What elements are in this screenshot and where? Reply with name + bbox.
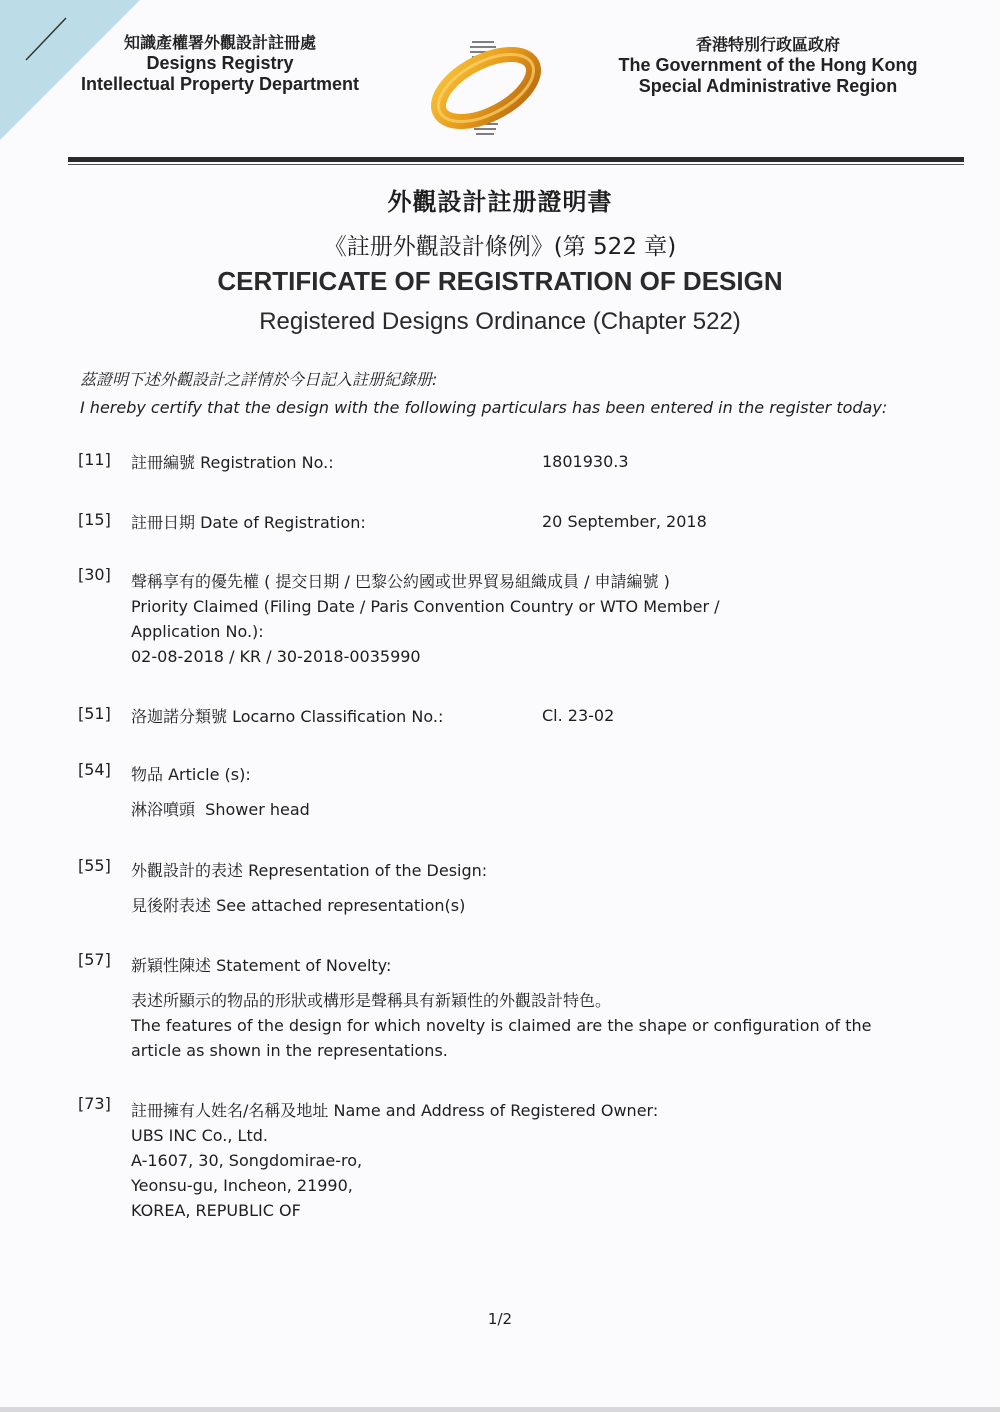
owner-line: A-1607, 30, Songdomirae-ro, (131, 1151, 363, 1170)
representation-label: 外觀設計的表述 Representation of the Design: (131, 861, 488, 880)
priority-value: 02-08-2018 / KR / 30-2018-0035990 (131, 647, 421, 666)
certify-en: I hereby certify that the design with the following particulars has been entered in the register today: (80, 398, 888, 417)
owner-line: UBS INC Co., Ltd. (131, 1126, 268, 1145)
title-en: CERTIFICATE OF REGISTRATION OF DESIGN (217, 266, 783, 296)
header-right-en-2: Special Administrative Region (638, 76, 898, 96)
registration-date-value: 20 September, 2018 (542, 512, 707, 531)
header-left (70, 32, 370, 95)
header-right (598, 34, 938, 97)
field-code-54: [54] (78, 760, 111, 779)
owner-block (131, 1098, 931, 1223)
title-cn: 外觀設計註册證明書 (387, 188, 613, 216)
certify-cn: 茲證明下述外觀設計之詳情於今日記入註册紀錄册: (80, 370, 438, 389)
certify-statement (80, 366, 940, 422)
registration-date-label: 註冊日期 Date of Registration: (131, 513, 366, 532)
page-number: 1/2 (487, 1310, 513, 1328)
article-label: 物品 Article (s): (131, 765, 251, 784)
novelty-value-en-2: article as shown in the representations. (131, 1041, 448, 1060)
locarno-value: Cl. 23-02 (542, 706, 615, 725)
field-code-55: [55] (78, 856, 111, 875)
locarno-label: 洛迦諾分類號 Locarno Classification No.: (131, 707, 444, 726)
header-divider (68, 157, 964, 162)
registration-no-value: 1801930.3 (542, 452, 629, 471)
field-code-73: [73] (78, 1094, 111, 1113)
field-code-51: [51] (78, 704, 111, 723)
owner-line: KOREA, REPUBLIC OF (131, 1201, 301, 1220)
novelty-value-en-1: The features of the design for which novelty is claimed are the shape or configuration of the (131, 1016, 872, 1035)
hksar-ring-logo-icon (424, 36, 548, 140)
header-left-en-1: Designs Registry (146, 53, 294, 73)
registration-no-label: 註冊編號 Registration No.: (131, 453, 334, 472)
header-right-en-1: The Government of the Hong Kong (618, 55, 918, 75)
field-code-57: [57] (78, 950, 111, 969)
field-code-11: [11] (78, 450, 111, 469)
article-value: 淋浴噴頭 Shower head (131, 800, 310, 819)
header-right-cn: 香港特別行政區政府 (695, 35, 840, 54)
field-code-15: [15] (78, 510, 111, 529)
novelty-label: 新穎性陳述 Statement of Novelty: (131, 956, 392, 975)
owner-label: 註冊擁有人姓名/名稱及地址 Name and Address of Registered Owner: (131, 1101, 659, 1120)
owner-line: Yeonsu-gu, Incheon, 21990, (131, 1176, 353, 1195)
novelty-value-cn: 表述所顯示的物品的形狀或構形是聲稱具有新穎性的外觀設計特色。 (131, 991, 612, 1010)
scan-bottom-edge (0, 1407, 1000, 1412)
priority-label-en-1: Priority Claimed (Filing Date / Paris Convention Country or WTO Member / (131, 597, 720, 616)
header-left-cn: 知識產權署外觀設計註冊處 (123, 33, 316, 52)
priority-block (131, 569, 931, 669)
header-divider-thin (68, 164, 964, 165)
title-ordinance-en: Registered Designs Ordinance (Chapter 522) (259, 308, 741, 335)
novelty-block (131, 953, 931, 1063)
field-code-30: [30] (78, 565, 111, 584)
priority-label-en-2: Application No.): (131, 622, 264, 641)
representation-block (131, 858, 931, 918)
priority-label-cn: 聲稱享有的優先權 ( 提交日期 / 巴黎公約國或世界貿易組織成員 / 申請編號 ) (131, 572, 670, 591)
title-ordinance-cn: 《註册外觀設計條例》(第 522 章) (323, 234, 677, 260)
article-block (131, 762, 931, 822)
header-left-en-2: Intellectual Property Department (80, 74, 360, 94)
representation-value: 見後附表述 See attached representation(s) (131, 896, 466, 915)
